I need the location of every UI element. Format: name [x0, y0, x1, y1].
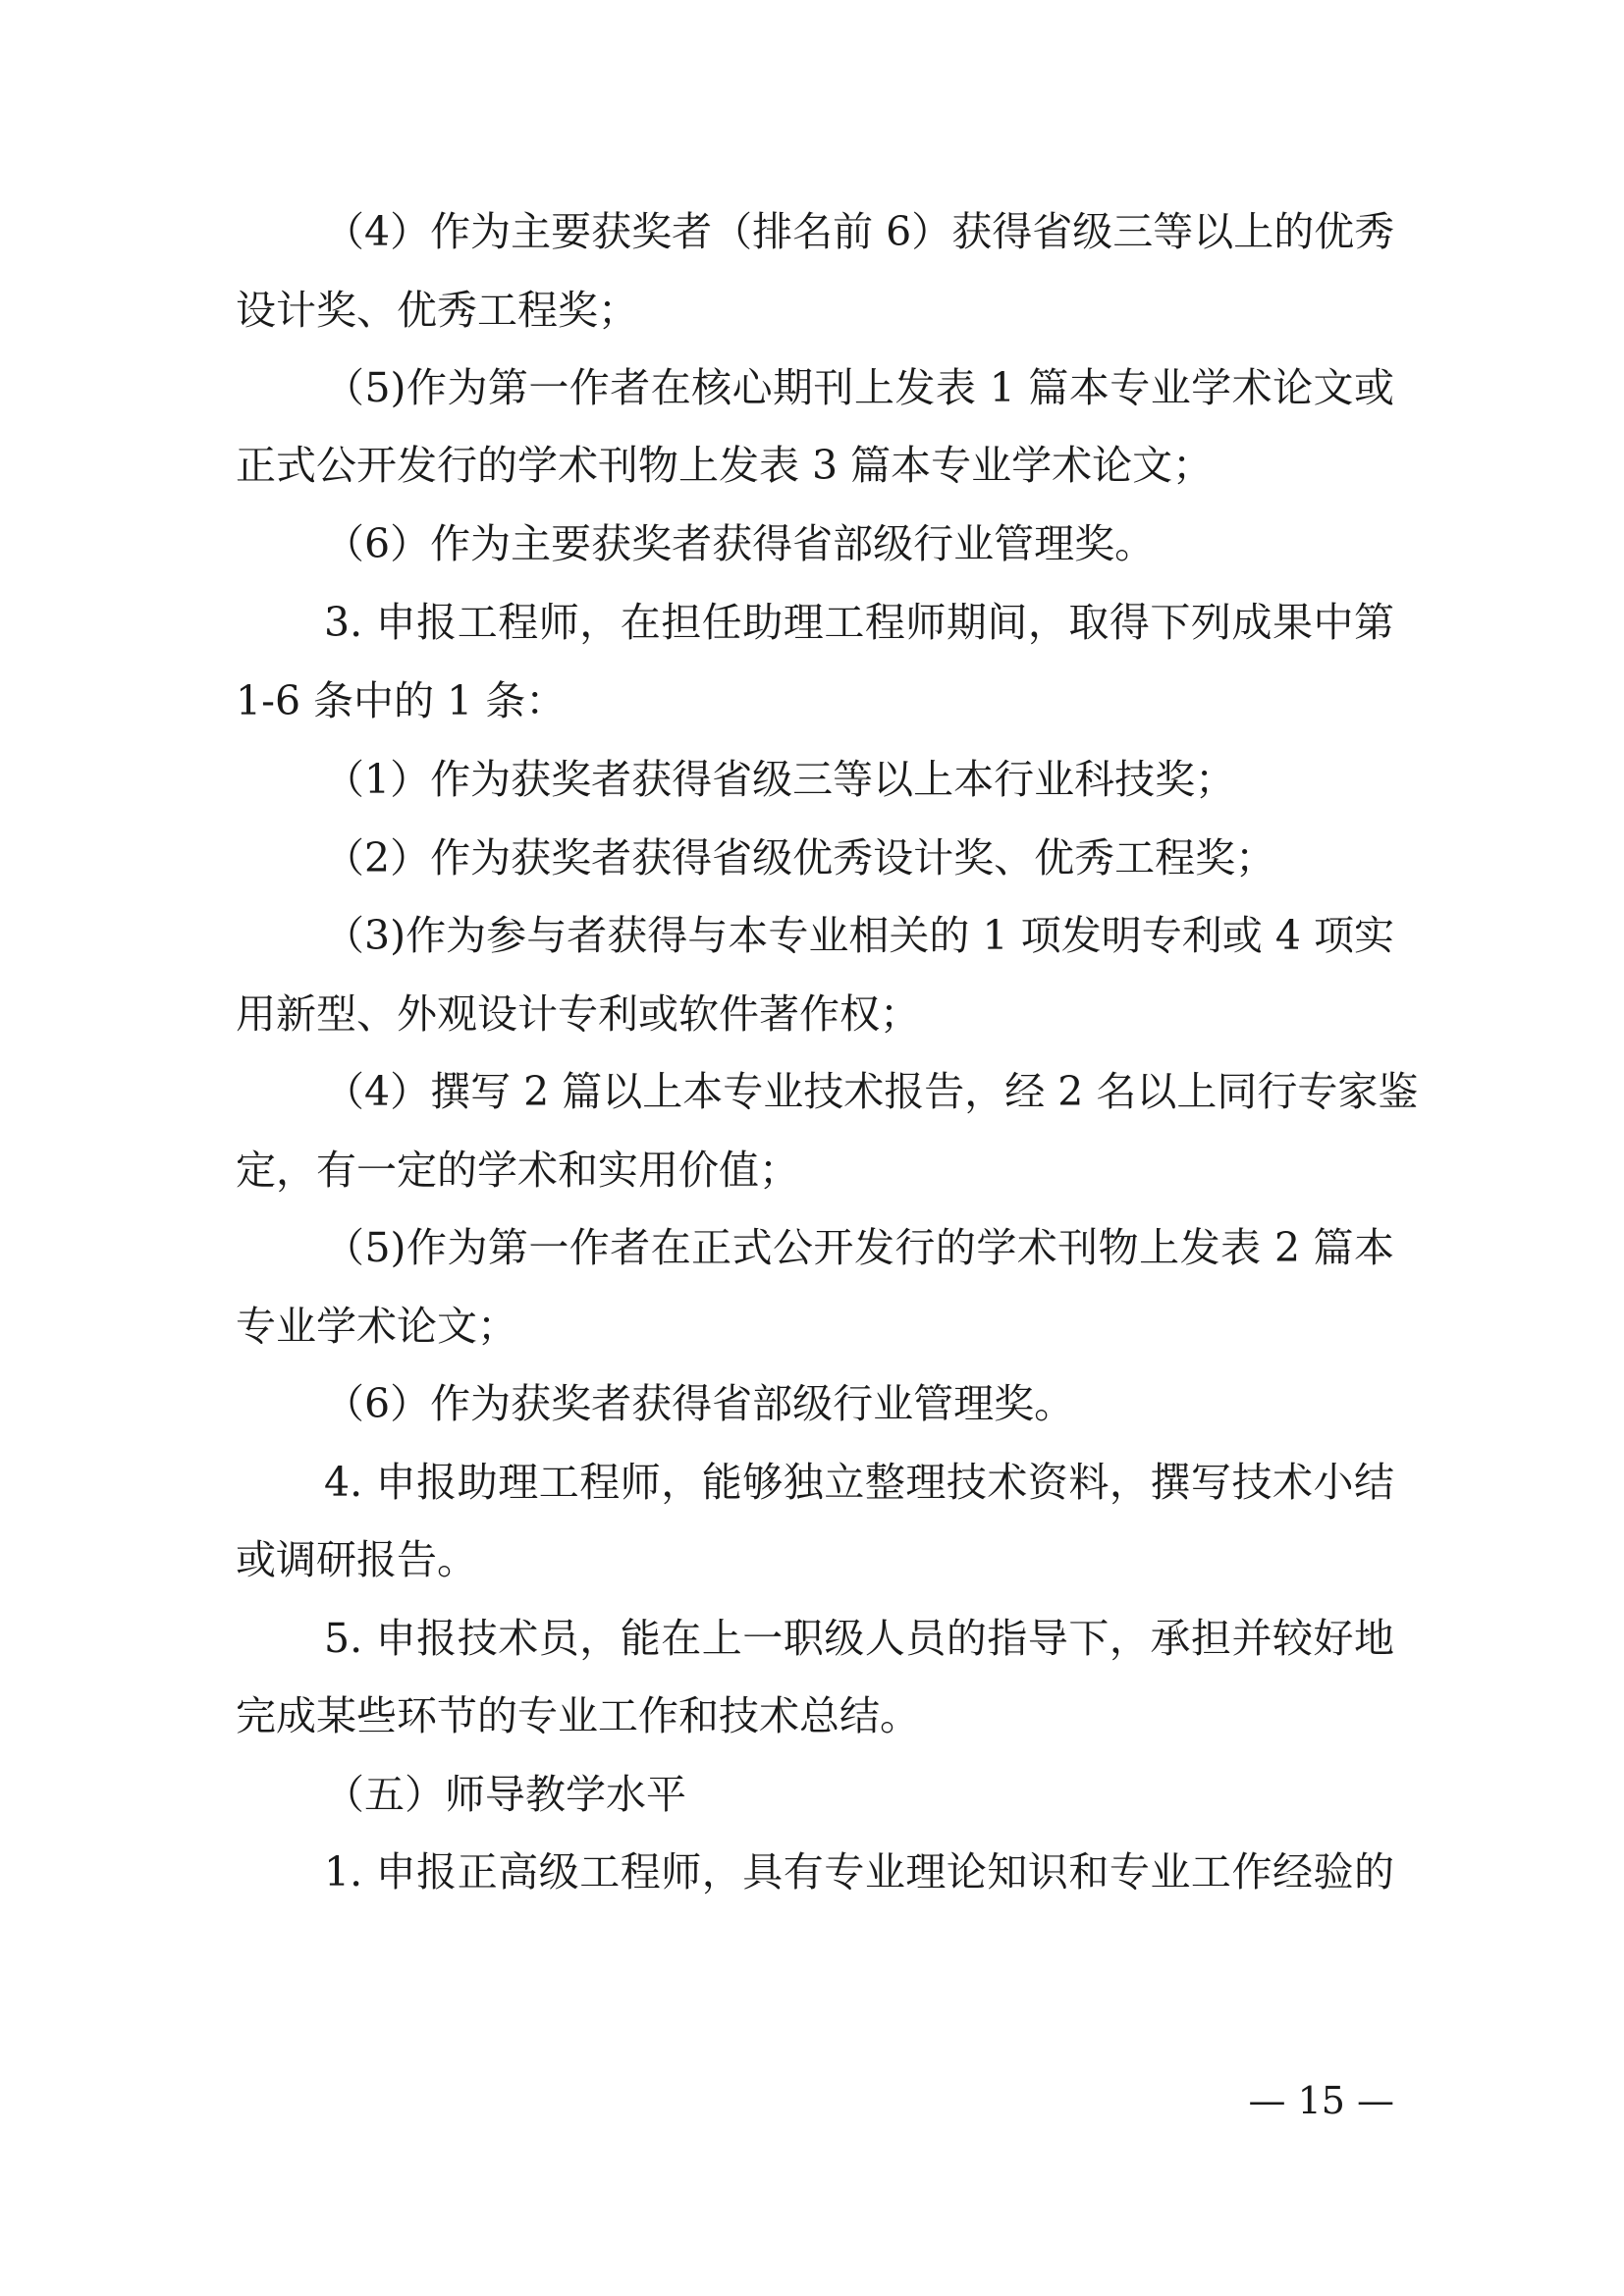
text-line-6: 3. 申报工程师，在担任助理工程师期间，取得下列成果中第	[324, 599, 1394, 646]
text-line-7: 1-6 条中的 1 条：	[236, 677, 567, 724]
text-line-12: （4）撰写 2 篇以上本专业技术报告，经 2 名以上同行专家鉴	[324, 1068, 1419, 1115]
text-line-8: （1）作为获奖者获得省级三等以上本行业科技奖；	[324, 756, 1236, 803]
text-line-1: （4）作为主要获奖者（排名前 6）获得省级三等以上的优秀	[324, 208, 1395, 255]
text-line-15: 专业学术论文；	[236, 1303, 517, 1350]
text-line-5: （6）作为主要获奖者获得省部级行业管理奖。	[324, 520, 1156, 567]
text-line-13: 定，有一定的学术和实用价值；	[236, 1147, 799, 1194]
text-line-3: （5)作为第一作者在核心期刊上发表 1 篇本专业学术论文或	[324, 364, 1394, 411]
text-line-10: （3)作为参与者获得与本专业相关的 1 项发明专利或 4 项实	[324, 912, 1394, 959]
text-line-2: 设计奖、优秀工程奖；	[236, 287, 638, 334]
text-line-4: 正式公开发行的学术刊物上发表 3 篇本专业学术论文；	[236, 442, 1214, 489]
text-line-17: 4. 申报助理工程师，能够独立整理技术资料，撰写技术小结	[324, 1459, 1394, 1506]
page-number: — 15 —	[1248, 2079, 1394, 2122]
text-line-18: 或调研报告。	[236, 1536, 477, 1583]
text-line-14: （5)作为第一作者在正式公开发行的学术刊物上发表 2 篇本	[324, 1224, 1394, 1271]
text-line-9: （2）作为获奖者获得省级优秀设计奖、优秀工程奖；	[324, 834, 1276, 881]
text-line-11: 用新型、外观设计专利或软件著作权；	[236, 990, 920, 1038]
text-line-16: （6）作为获奖者获得省部级行业管理奖。	[324, 1380, 1075, 1427]
section-heading: （五）师导教学水平	[324, 1771, 686, 1818]
text-line-19: 5. 申报技术员，能在上一职级人员的指导下，承担并较好地	[324, 1615, 1394, 1662]
text-line-22: 1. 申报正高级工程师，具有专业理论知识和专业工作经验的	[324, 1848, 1394, 1896]
text-line-20: 完成某些环节的专业工作和技术总结。	[236, 1692, 920, 1739]
